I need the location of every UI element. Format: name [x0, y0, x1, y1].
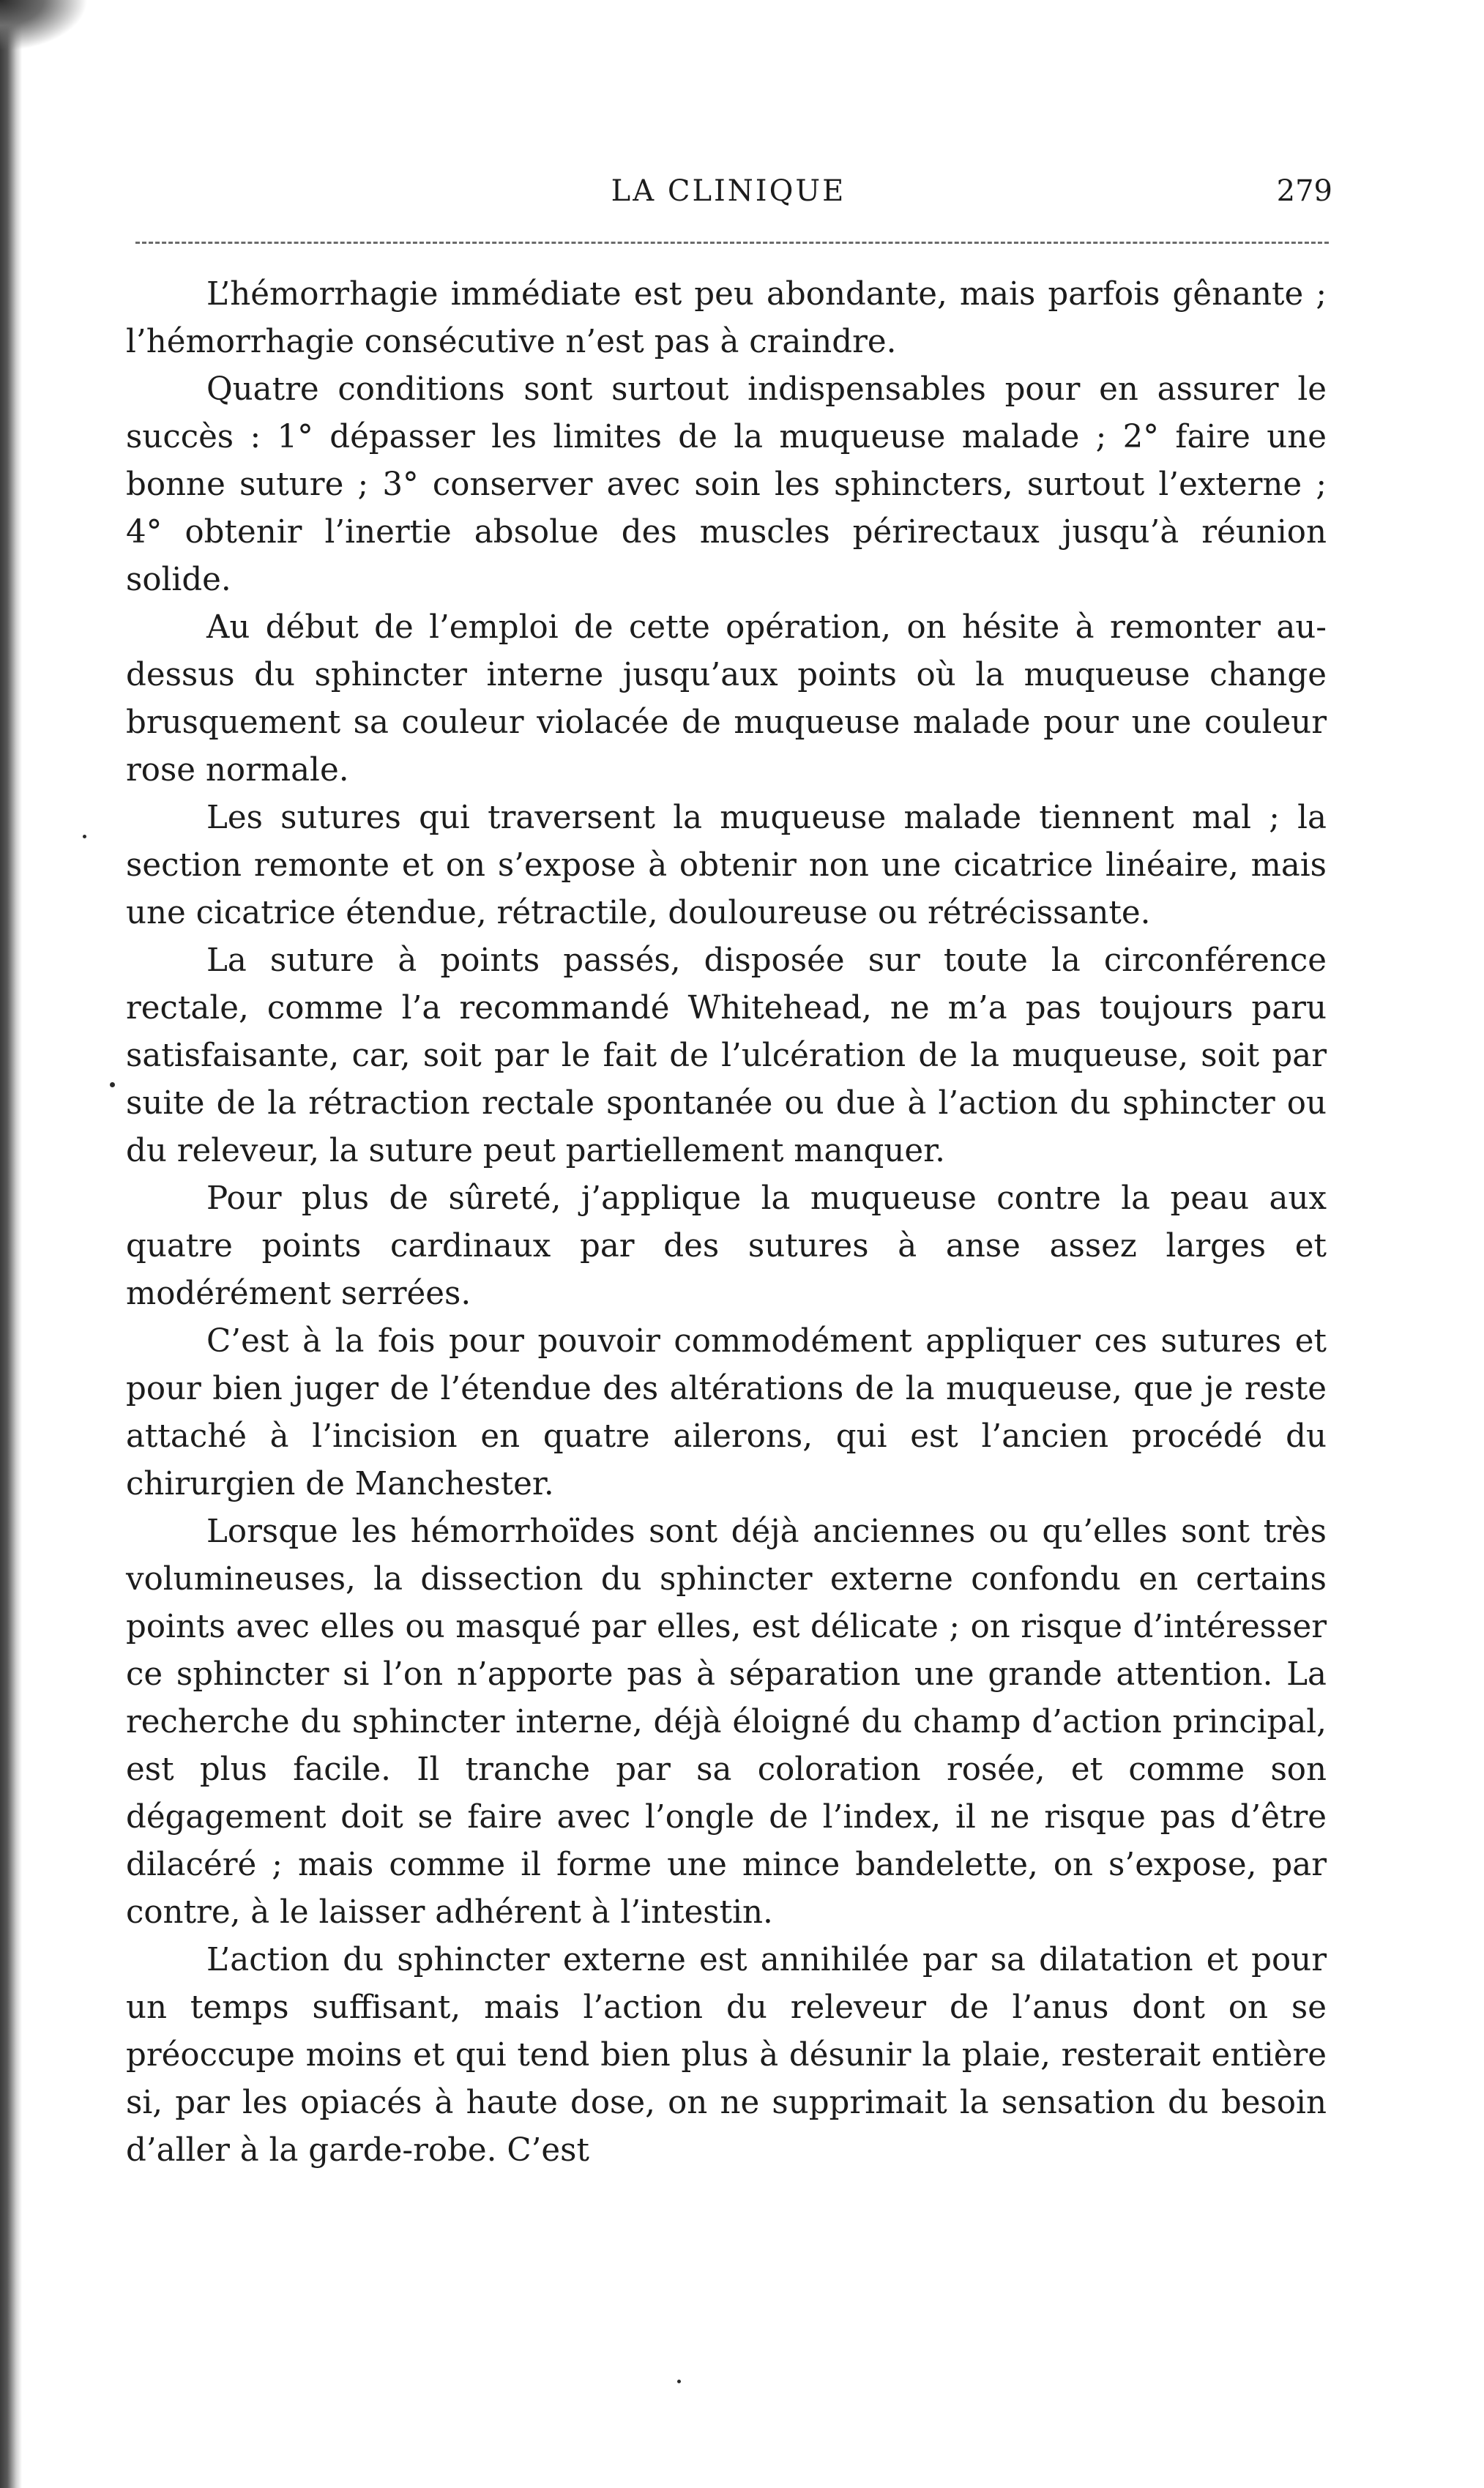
paragraph: C’est à la fois pour pouvoir commodément appliquer ces sutures et pour bien juger de l’étendue des altérations de la muqueuse, que je reste attaché à l’incision en quatre ailerons, qui est l’ancien procédé du chirurgien de Manchester.	[126, 1323, 1327, 1502]
margin-speck	[83, 835, 86, 838]
paragraph: Au début de l’emploi de cette opération, on hésite à remonter au-dessus du sphincter interne jusqu’aux points où la muqueuse change brusquement sa couleur violacée de muqueuse malade pour une couleur rose normale.	[126, 609, 1327, 789]
margin-speck	[110, 1082, 115, 1087]
page-header	[124, 174, 1332, 226]
page-edge-shadow	[0, 0, 22, 2488]
paragraph: Les sutures qui traversent la muqueuse malade tiennent mal ; la section remonte et on s’expose à obtenir non une cicatrice linéaire, mais une cicatrice étendue, rétractile, douloureuse ou rétrécissante.	[126, 800, 1327, 931]
paragraph: Lorsque les hémorrhoïdes sont déjà anciennes ou qu’elles sont très volumineuses, la dissection du sphincter externe confondu en certains points avec elles ou masqué par elles, est délicate ; on risque d’intéresser ce sphincter si l’on n’apporte pas à séparation une grande attention. La recherche du sphincter interne, déjà éloigné du champ d’action principal, est plus facile. Il tranche par sa coloration rosée, et comme son dégagement doit se faire avec l’ongle de l’index, il ne risque pas d’être dilacéré ; mais comme il forme une mince bandelette, on s’expose, par contre, à le laisser adhérent à l’intestin.	[126, 1513, 1327, 1931]
scan-corner-mark	[0, 0, 88, 51]
margin-speck	[677, 2380, 681, 2383]
paragraph: La suture à points passés, disposée sur toute la circonférence rectale, comme l’a recommandé Whitehead, ne m’a pas toujours paru satisfaisante, car, soit par le fait de l’ulcération de la muqueuse, soit par suite de la rétraction rectale spontanée ou due à l’action du sphincter ou du releveur, la suture peut partiellement manquer.	[126, 942, 1327, 1169]
running-title: LA CLINIQUE	[611, 174, 846, 208]
header-rule	[135, 242, 1329, 244]
body-text	[126, 271, 1327, 2175]
paragraph: Quatre conditions sont surtout indispensables pour en assurer le succès : 1° dépasser les limites de la muqueuse malade ; 2° faire une bonne suture ; 3° conserver avec soin les sphincters, surtout l’externe ; 4° obtenir l’inertie absolue des muscles périrectaux jusqu’à réunion solide.	[126, 371, 1327, 598]
paragraph: L’action du sphincter externe est annihilée par sa dilatation et pour un temps suffisant, mais l’action du releveur de l’anus dont on se préoccupe moins et qui tend bien plus à désunir la plaie, resterait entière si, par les opiacés à haute dose, on ne supprimait la sensation du besoin d’aller à la garde-robe. C’est	[126, 1942, 1327, 2169]
page-number: 279	[1276, 174, 1332, 208]
paragraph: Pour plus de sûreté, j’applique la muqueuse contre la peau aux quatre points cardinaux par des sutures à anse assez larges et modérément serrées.	[126, 1180, 1327, 1312]
paragraph: L’hémorrhagie immédiate est peu abondante, mais parfois gênante ; l’hémorrhagie consécutive n’est pas à craindre.	[126, 276, 1327, 360]
